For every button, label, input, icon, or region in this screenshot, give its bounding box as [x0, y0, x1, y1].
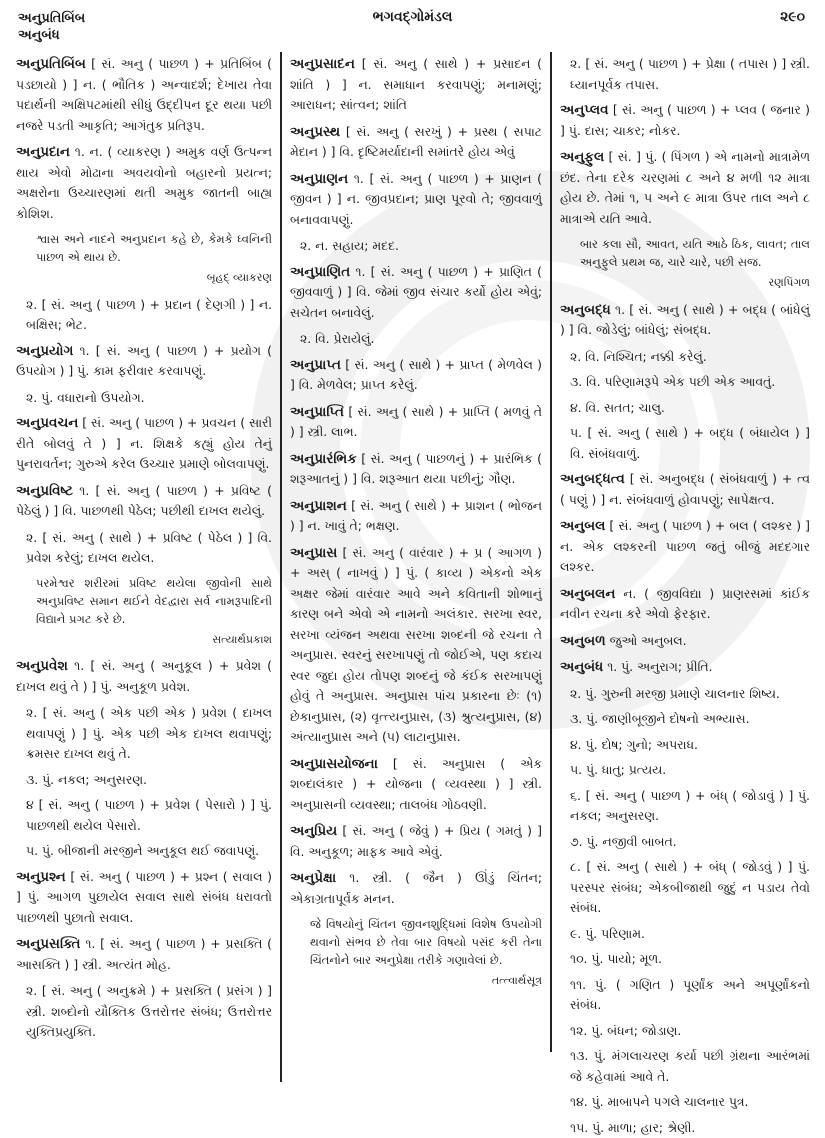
- dictionary-entry: [290, 449, 542, 490]
- sense-definition: ૩. પું. જાણીબૂજીને દોષનો અભ્યાસ.: [560, 709, 810, 730]
- definition-text: [ સં. અનુ ( પાછળ ) + પ્રતિબિંબ ( પડછાયો ) ] ન. ( ભૌતિક ) અન્વાદર્શ; દેખાય તેવા પદાર્થની અક્ષિપટમાંથી સીધું ઉદ્દીપન દૂર થયા પછી નજરે પડતી આકૃતિ; આગંતુક પ્રતિરૂપ.: [16, 56, 272, 133]
- headword: અનુપ્રાપ્ત: [290, 357, 341, 373]
- page-header: [0, 0, 825, 52]
- sense-definition: ૬. [ સં. અનુ ( પાછળ ) + બંધ્ ( જોડાવું ) ] પું. નકલ; અનુસરણ.: [560, 786, 810, 827]
- definition-text: ૧. [ સં. અનુ ( પાછળ ) + પ્રસક્તિ ( આસક્તિ ) ] સ્ત્રી. અત્યંત મોહ.: [16, 936, 272, 972]
- page-number: ૨૯૦: [780, 9, 805, 25]
- dictionary-columns: [12, 52, 818, 1082]
- dictionary-entry: [290, 54, 542, 116]
- headword: અનુબળ: [560, 633, 606, 649]
- sense-definition: ૯. પું. પરિણામ.: [560, 924, 810, 945]
- headword: અનુપ્રાણિત: [290, 264, 350, 280]
- dictionary-entry: [560, 657, 810, 678]
- dictionary-entry: [560, 516, 810, 578]
- citation-source: તત્ત્વાર્થસૂત્ર: [290, 971, 542, 992]
- headword: અનુપ્લવ: [560, 102, 609, 118]
- headword: અનુપ્રારંભિક: [290, 451, 357, 467]
- headword: અનુબલન: [560, 586, 615, 602]
- definition-text: ૧. [ સં. અનુ ( સાથે ) + બદ્ધ ( બાંધેલું ) ] વિ. જોડેલું; બાંધેલું; સંબદ્ધ.: [560, 302, 810, 338]
- sense-definition: ૩. વિ. પરિણામરૂપે એક પછી એક આવતું.: [560, 372, 810, 393]
- dictionary-entry: [290, 496, 542, 537]
- sense-definition: ૮. [ સં. અનુ ( સાથે ) + બંધ્ ( જોડવું ) ] પું. પરસ્પર સંબંધ; એકબીજાથી જુદું ન પડાય તેવો સંબંધ.: [560, 857, 810, 919]
- definition-text: [ સં. અનુ ( પાછળ ) + પ્રવચન ( સારી રીતે બોલવું તે ) ] ન. શિક્ષકે કહ્યું હોય તેનું પુનરાવર્તન; ગુરુએ કરેલ ઉચ્ચાર પ્રમાણે બોલવાપણું.: [16, 415, 272, 471]
- column-3: [552, 52, 818, 1082]
- column-2: [282, 52, 552, 1052]
- sense-definition: ૨. વિ. નિશ્ચિત; નક્કી કરેલું.: [560, 347, 810, 368]
- sense-definition: ૨. [ સં. અનુ ( એક પછી એક ) પ્રવેશ ( દાખલ થવાપણું ) ] પું. એક પછી એક દાખલ થવાપણું; ક્રમસર દાખલ થવું તે.: [16, 703, 272, 765]
- definition-text: ૧. [ સં. અનુ ( પાછળ ) + પ્રાણિત ( જીવવાળું ) ] વિ. જેમાં જીવ સંચાર કર્યો હોય એવું; સચેતન બનાવેલું.: [290, 264, 542, 320]
- dictionary-entry: [290, 543, 542, 748]
- sense-definition: ૪. પું. દોષ; ગુનો; અપરાધ.: [560, 735, 810, 756]
- dictionary-entry: [560, 147, 810, 229]
- dictionary-entry: [16, 341, 272, 382]
- headword: અનુપ્રાપ્તિ: [290, 404, 344, 420]
- headword: અનુપ્રદાન: [16, 144, 70, 160]
- definition-text: [ સં. અનુ ( પાછળ ) + બલ ( લશ્કર ) ] ન. એક લશ્કરની પાછળ જતું બીજું મદદગાર લશ્કર.: [560, 518, 810, 574]
- dictionary-entry: [16, 481, 272, 522]
- sense-definition: ૨. વિ. પ્રેરાયેલું.: [290, 329, 542, 350]
- dictionary-entry: [290, 262, 542, 324]
- dictionary-entry: [16, 656, 272, 697]
- citation-source: સત્યાર્થપ્રકાશ: [16, 630, 272, 651]
- dictionary-entry: [560, 584, 810, 625]
- definition-text: [ સં. અનુ ( પાછળનું ) + પ્રારંભિક ( શરૂઆતનું ) ] વિ. શરૂઆત થયા પછીનું; ગૌણ.: [290, 451, 542, 487]
- definition-text: ૧. સ્ત્રી. ( જૈન ) ઊંડું ચિંતન; એકાગ્રતાપૂર્વક મનન.: [290, 870, 542, 906]
- dictionary-entry: [560, 631, 810, 652]
- definition-text: [ સં. અનુબદ્ધ ( સંબંધવાળું ) + ત્વ ( પણું ) ] ન. સંબંધવાળું હોવાપણું; સાપેક્ષત્વ.: [560, 471, 810, 507]
- citation-quote: પરમેશ્વર શરીરમાં પ્રવિષ્ટ થયેલા જીવોની સાથે અનુપ્રવિષ્ટ સમાન થઈને વેદદ્વારા સર્વ નામરૂપાદિની વિદ્યાને પ્રગટ કરે છે.: [16, 574, 272, 628]
- definition-text: [ સં. અનુ ( સાથે ) + પ્રાશન ( ભોજન ) ] ન. ખાવું તે; ભક્ષણ.: [290, 498, 542, 534]
- definition-text: [ સં. અનુ ( જેવું ) + પ્રિય ( ગમતું ) ] વિ. અનુકૂળ; માફક આવે એવું.: [290, 823, 542, 859]
- definition-text: [ સં. ] પું. ( પિંગળ ) એ નામનો માત્રામેળ છંદ. તેના દરેક ચરણમાં ૮ અને ૪ મળી ૧૨ માત્રા હોય છે. તેમાં ૧, ૫ અને ૯ માત્રા ઉપર તાલ અને ૮ માત્રાએ યતિ આવે.: [560, 149, 810, 226]
- headword: અનુપ્રાશન: [290, 498, 347, 514]
- definition-text: [ સં. અનુ ( સાથે ) + પ્રાપ્તિ ( મળવું તે ) ] સ્ત્રી. લાભ.: [290, 404, 542, 440]
- dictionary-entry: [290, 122, 542, 163]
- column-1: [12, 52, 282, 1082]
- dictionary-entry: [16, 142, 272, 224]
- citation-source: બૃહદ્ વ્યાકરણ: [16, 268, 272, 289]
- guide-word-last: અનુબંધ: [18, 27, 85, 44]
- sense-definition: ૫. [ સં. અનુ ( સાથે ) + બદ્ધ ( બંધાયેલ ) ] વિ. સંબંધવાળું.: [560, 423, 810, 464]
- definition-text: ૧. [ સં. અનુ ( અનુકૂલ ) + પ્રવેશ ( દાખલ થવું તે ) ] પું. અનુકૂળ પ્રવેશ.: [16, 658, 272, 694]
- sense-definition: ૩. પું. નકલ; અનુસરણ.: [16, 770, 272, 791]
- definition-text: ૧. [ સં. અનુ ( પાછળ ) + પ્રયોગ ( ઉપયોગ ) ] પું. કામ ફરીવાર કરવાપણું.: [16, 343, 272, 379]
- guide-word-first: અનુપ્રતિબિંબ: [18, 10, 85, 27]
- sense-definition: ૪ [ સં. અનુ ( પાછળ ) + પ્રવેશ ( પેસારો ) ] પું. પાછળથી થયેલ પેસારો.: [16, 795, 272, 836]
- citation-quote: શ્વાસ અને નાદને અનુપ્રદાન કહે છે, કેમકે ધ્વનિની પાછળ એ થાય છે.: [16, 230, 272, 266]
- definition-text: જુઓ અનુબલ.: [606, 633, 687, 648]
- definition-text: [ સં. અનુ ( પાછળ ) + પ્લવ ( જનાર ) ] પું. દાસ; ચાકર; નોકર.: [560, 102, 810, 138]
- sense-definition: ૧૦. પું. પાયો; મૂળ.: [560, 949, 810, 970]
- headword: અનુપ્રાણન: [290, 171, 348, 187]
- sense-definition: ૨. [ સં. અનુ ( અનુક્રમે ) + પ્રસક્તિ ( પ્રસંગ ) ] સ્ત્રી. શબ્દોનો યૌક્તિક ઉત્તરોત્તર સંબંધ; ઉત્તરોત્તર યુક્તિપ્રયુક્તિ.: [16, 981, 272, 1043]
- sense-definition: ૨. ન. સહાય; મદદ.: [290, 236, 542, 257]
- sense-definition: ૪. વિ. સતત; ચાલુ.: [560, 398, 810, 419]
- dictionary-entry: [290, 754, 542, 816]
- definition-text: ૧. [ સં. અનુ ( પાછળ ) + પ્રાણન ( જીવન ) ] ન. જીવપ્રદાન; પ્રાણ પૂરવો તે; જીવવાળું બનાવવાપણું.: [290, 171, 542, 227]
- headword: અનુબદ્ધત્વ: [560, 471, 625, 487]
- citation-quote: જે વિષયોનું ચિંતન જીવનશુદ્ધિમાં વિશેષ ઉપયોગી થવાનો સંભવ છે તેવા બાર વિષયો પસંદ કરી તેના ચિંતનોને બાર અનુપ્રેક્ષા તરીકે ગણાવેલાં છે.: [290, 915, 542, 969]
- sense-definition: ૨. પું. વધારાનો ઉપયોગ.: [16, 388, 272, 409]
- headword: અનુપ્રતિબિંબ: [16, 56, 86, 72]
- definition-text: ન. ( જીવવિદ્યા ) પ્રાણરસમાં કાંઈક નવીન રચના કરે એવો ફેરફાર.: [560, 586, 810, 622]
- sense-definition: ૨. [ સં. અનુ ( પાછળ ) + પ્રદાન ( દેણગી ) ] ન. બક્ષિસ; ભેટ.: [16, 295, 272, 336]
- dictionary-entry: [16, 934, 272, 975]
- headword: અનુપ્રવિષ્ટ: [16, 483, 73, 499]
- headword: અનુપ્રસાદન: [290, 56, 355, 72]
- sense-definition: ૧૩. પું. મંગલાચરણ કર્યા પછી ગ્રંથના આરંભમાં જે કહેવામાં આવે તે.: [560, 1046, 810, 1087]
- sense-definition: ૧૨. પું. બંધન; જોડાણ.: [560, 1021, 810, 1042]
- headword: અનુબલ: [560, 518, 605, 534]
- headword: અનુપ્રાસયોજના: [290, 756, 378, 772]
- dictionary-entry: [16, 413, 272, 475]
- headword: અનુપ્રવેશ: [16, 658, 68, 674]
- running-title: ભગવદ્ગોમંડલ: [0, 9, 825, 25]
- definition-text: [ સં. અનુ ( સરખું ) + પ્રસ્થ ( સપાટ મેદાન ) ] વિ. દૃષ્ટિમર્યાદાની સમાંતરે હોય એવું: [290, 124, 542, 160]
- definition-text: [ સં. અનુ ( પાછળ ) + પ્રશ્ન ( સવાલ ) ] પું. આગળ પુછાયેલ સવાલ સાથે સંબંધ ધરાવતો પાછળથી પુછાતો સવાલ.: [16, 869, 272, 925]
- headword: અનુપ્રસ્થ: [290, 124, 340, 140]
- definition-text: ૧. [ સં. અનુ ( પાછળ ) + પ્રવિષ્ટ ( પેઠેલું ) ] વિ. પાછળથી પેઠેલ; પછીથી દાખલ થયેલું.: [16, 483, 272, 519]
- sense-definition: ૧૫. પું. માળા; હાર; શ્રેણી.: [560, 1118, 810, 1138]
- definition-text: [ સં. અનુ ( વારંવાર ) + પ્ર ( આગળ ) + અસ્ ( નાખવું ) ] પું. ( કાવ્ય ) એકનો એક અક્ષર જેમાં વારંવાર આવે અને કવિતાની શોભાનું કારણ બને એવો એ નામનો અલંકાર. સરખા સ્વર, સરખા વ્યંજન અથવા સરખા શબ્દની જે રચના તે અનુપ્રાસ. સ્વરનું સરખાપણું તો જોઈએ, પણ કદાચ સ્વર જુદા હોય તોપણ શબ્દનું જે કંઈક સરખાપણું હોવું તે અનુપ્રાસ. અનુપ્રાસ પાંચ પ્રકારના છેઃ (૧) છેકાનુપ્રાસ, (૨) વૃત્ત્યનુપ્રાસ, (૩) શ્રુત્યનુપ્રાસ, (૪) અંત્યાનુપ્રાસ અને (૫) લાટાનુપ્રાસ.: [290, 545, 542, 745]
- headword: અનુપ્રશ્ન: [16, 869, 66, 885]
- sense-definition: ૫. પું. બીજાની મરજીને અનુકૂલ થઈ જવાપણું.: [16, 841, 272, 862]
- headword: અનુબદ્ધ: [560, 302, 611, 318]
- dictionary-entry: [16, 54, 272, 136]
- sense-definition: ૭. પું. નજીવી બાબત.: [560, 832, 810, 853]
- sense-definition: ૫. પું. ધાતુ; પ્રત્યય.: [560, 760, 810, 781]
- headword: અનુપ્રેક્ષા: [290, 870, 336, 886]
- headword: અનુપ્રસક્તિ: [16, 936, 81, 952]
- headword: અનુપ્રવચન: [16, 415, 78, 431]
- dictionary-entry: [560, 100, 810, 141]
- headword: અનુપ્રયોગ: [16, 343, 73, 359]
- dictionary-entry: [290, 821, 542, 862]
- dictionary-entry: [560, 300, 810, 341]
- citation-quote: બાર કલા સૌ, આવત, યતિ આઠે ઠિક, લાવત; તાલ અનુફુલે પ્રથમ જ, ચારે ચારે, પછી સજ.: [560, 235, 810, 271]
- definition-text: [ સં. અનુ ( સાથે ) + પ્રાપ્ત ( મેળવેલ ) ] વિ. મેળવેલ; પ્રાપ્ત કરેલું.: [290, 357, 542, 393]
- sense-definition: ૨. [ સં. અનુ ( પાછળ ) + પ્રેક્ષા ( તપાસ ) ] સ્ત્રી. ધ્યાનપૂર્વક તપાસ.: [560, 54, 810, 95]
- headword: અનુબંધ: [560, 659, 603, 675]
- sense-definition: ૨. [ સં. અનુ ( સાથે ) + પ્રવિષ્ટ ( પેઠેલ ) ] વિ. પ્રવેશ કરેલું; દાખલ થયેલ.: [16, 528, 272, 569]
- dictionary-entry: [290, 169, 542, 231]
- headword: અનુફુલ: [560, 149, 604, 165]
- sense-definition: ૧૪. પું. માબાપને પગલે ચાલનાર પુત્ર.: [560, 1092, 810, 1113]
- dictionary-entry: [290, 402, 542, 443]
- definition-text: [ સં. અનુ ( સાથે ) + પ્રસાદન ( શાંતિ ) ] ન. સમાધાન કરવાપણું; મનામણું; આરાધન; સાંત્વન; શાંતિ: [290, 56, 542, 112]
- dictionary-entry: [290, 355, 542, 396]
- definition-text: ૧. ન. ( વ્યાકરણ ) અમુક વર્ણ ઉત્પન્ન થાય એવો મોઢાના અવયવોનો બહારનો પ્રયત્ન; અક્ષરોના ઉચ્ચારણમાં થતી અમુક જાતની બાહ્ય કોશિશ.: [16, 144, 272, 221]
- definition-text: ૧. પું. અનુરાગ; પ્રીતિ.: [603, 659, 712, 674]
- headword: અનુપ્રિય: [290, 823, 337, 839]
- definition-text: [ સં. અનુપ્રાસ ( એક શબ્દાલંકાર ) + યોજના ( વ્યવસ્થા ) ] સ્ત્રી. અનુપ્રાસની વ્યવસ્થા; તાલબંધ ગોઠવણી.: [290, 756, 542, 812]
- sense-definition: ૧૧. પું. ( ગણિત ) પૂર્ણાંક અને અપૂર્ણાંકનો સંબંધ.: [560, 975, 810, 1016]
- sense-definition: ૨. પું. ગુરુની મરજી પ્રમાણે ચાલનાર શિષ્ય.: [560, 684, 810, 705]
- headword: અનુપ્રાસ: [290, 545, 337, 561]
- citation-source: રણપિંગળ: [560, 273, 810, 294]
- dictionary-entry: [16, 867, 272, 929]
- dictionary-entry: [290, 868, 542, 909]
- dictionary-entry: [560, 469, 810, 510]
